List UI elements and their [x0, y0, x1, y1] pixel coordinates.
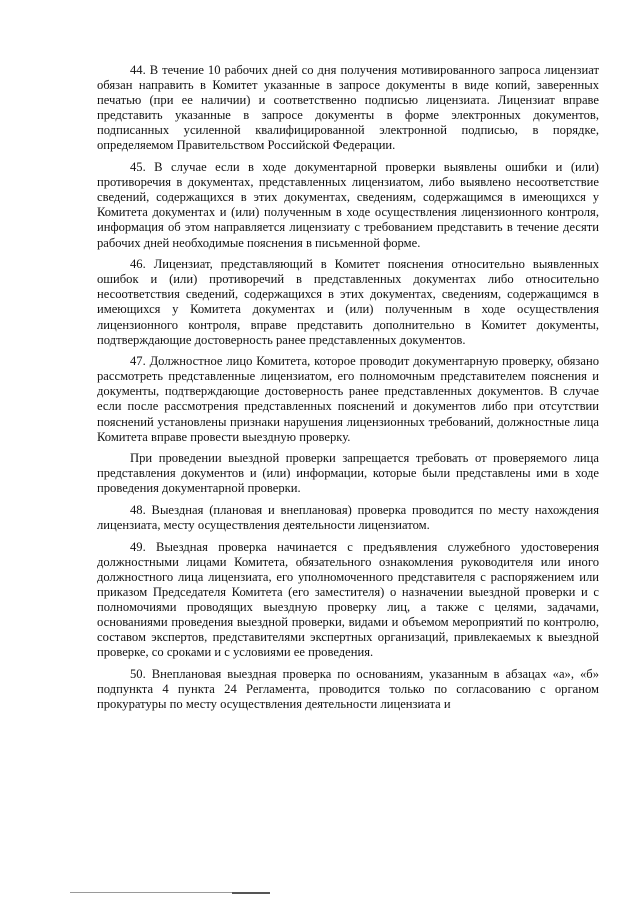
footer-mark: [232, 892, 270, 894]
paragraph-47: 47. Должностное лицо Комитета, которое проводит документарную проверку, обязано рассмотреть представленные лицензиатом, его полномочным представителем пояснения и документы, подтверждающие достоверность ранее представленных документов. В случае если после рассмотрения представленных пояснений и документов либо при отсутствии пояснений установлены признаки нарушения лицензионных требований, должностные лица Комитета вправе провести выездную проверку.: [97, 354, 599, 444]
document-body: [97, 63, 599, 719]
paragraph-48: 48. Выездная (плановая и внеплановая) проверка проводится по месту нахождения лицензиата, месту осуществления деятельности лицензиатом.: [97, 503, 599, 533]
paragraph-44: 44. В течение 10 рабочих дней со дня получения мотивированного запроса лицензиат обязан направить в Комитет указанные в запросе документы в виде копий, заверенных печатью (при ее наличии) и соответственно подписью лицензиата. Лицензиат вправе представить указанные в запросе документы в форме электронных документов, подписанных усиленной квалифицированной электронной подписью, в порядке, определяемом Правительством Российской Федерации.: [97, 63, 599, 153]
paragraph-50: 50. Внеплановая выездная проверка по основаниям, указанным в абзацах «а», «б» подпункта 4 пункта 24 Регламента, проводится только по согласованию с органом прокуратуры по месту осуществления деятельности лицензиата и: [97, 666, 599, 712]
paragraph-45: 45. В случае если в ходе документарной проверки выявлены ошибки и (или) противоречия в документах, представленных лицензиатом, либо выявлено несоответствие сведений, содержащихся в этих документах, сведениям, содержащимся в имеющихся у Комитета документах и (или) полученным в ходе осуществления лицензионного контроля, информация об этом направляется лицензиату с требованием представить в течение десяти рабочих дней необходимые пояснения в письменной форме.: [97, 160, 599, 250]
paragraph-47-continuation: При проведении выездной проверки запрещается требовать от проверяемого лица представления документов и (или) информации, которые были представлены ими в ходе проведения документарной проверки.: [97, 451, 599, 496]
paragraph-49: 49. Выездная проверка начинается с предъявления служебного удостоверения должностными лицами Комитета, обязательного ознакомления руководителя или иного должностного лица лицензиата, его уполномоченного представителя с распоряжением или приказом Председателя Комитета (его заместителя) о назначении выездной проверки и с полномочиями проводящих выездную проверку лиц, а также с целями, задачами, основаниями проведения выездной проверки, видами и объемом мероприятий по контролю, составом экспертов, представителями экспертных организаций, привлекаемых к выездной проверке, со сроками и с условиями ее проведения.: [97, 539, 599, 660]
paragraph-46: 46. Лицензиат, представляющий в Комитет пояснения относительно выявленных ошибок и (или) противоречий в представленных документах либо относительно несоответствия сведений, содержащихся в этих документах, сведениям, содержащимся в имеющихся у Комитета документах и (или) полученным в ходе осуществления лицензионного контроля, вправе представить дополнительно в Комитет документы, подтверждающие достоверность ранее представленных документов.: [97, 257, 599, 347]
